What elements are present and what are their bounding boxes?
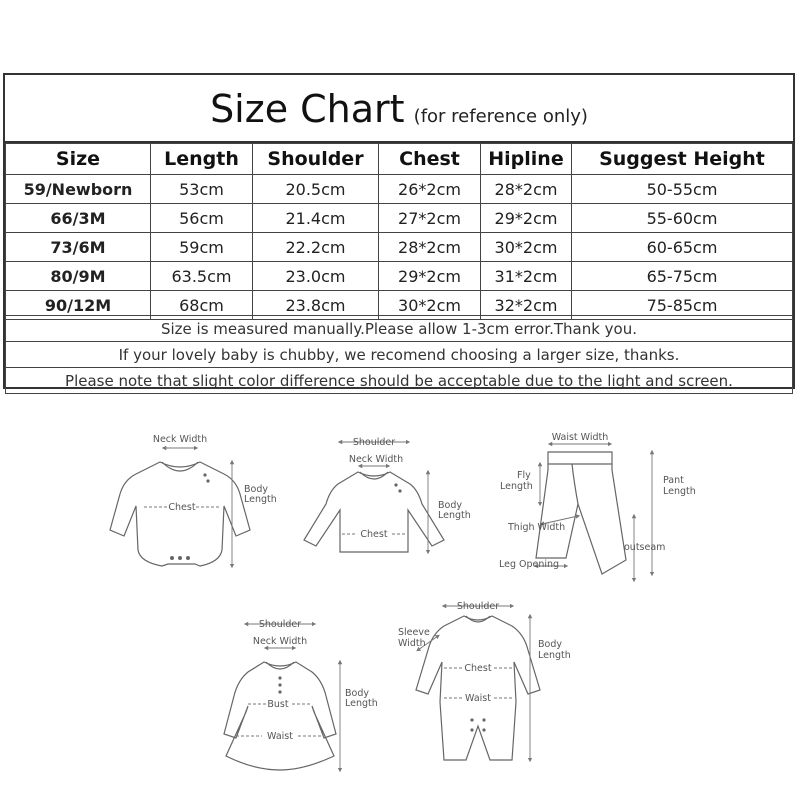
- table-row: [6, 233, 793, 262]
- note-measurement: Size is measured manually.Please allow 1-3cm error.Thank you.: [6, 316, 793, 342]
- shirt-diagram: [304, 437, 471, 552]
- bodysuit-chest-label: Chest: [168, 502, 196, 513]
- bodysuit-body-label: Body: [244, 484, 268, 495]
- cell-chest: 30*2cm: [379, 291, 481, 320]
- shirt-body-label: Body: [438, 500, 462, 511]
- chart-title: Size Chart: [210, 87, 405, 131]
- cell-height: 50-55cm: [572, 175, 793, 204]
- bodysuit-neck-label: Neck Width: [152, 434, 208, 445]
- cell-hipline: 31*2cm: [481, 262, 572, 291]
- bodysuit-outline-icon: [110, 462, 250, 566]
- chart-subtitle: (for reference only): [413, 106, 588, 127]
- measurement-diagrams: [0, 400, 800, 800]
- pants-waist-label: Waist Width: [551, 432, 609, 443]
- cell-chest: 29*2cm: [379, 262, 481, 291]
- header-size: Size: [6, 144, 151, 175]
- cell-size: 73/6M: [6, 233, 151, 262]
- dress-neck-label: Neck Width: [252, 636, 308, 647]
- romper-outline-icon: [416, 616, 540, 760]
- size-chart: [3, 73, 795, 389]
- romper-sleeve-label: Sleeve: [398, 627, 430, 638]
- pants-thigh-label: Thigh Width: [508, 522, 566, 533]
- cell-height: 65-75cm: [572, 262, 793, 291]
- size-table: [5, 143, 793, 320]
- notes-table: [5, 315, 793, 394]
- cell-length: 68cm: [151, 291, 253, 320]
- dress-shoulder-label: Shoulder: [258, 619, 302, 630]
- shirt-outline-icon: [304, 472, 444, 552]
- cell-chest: 27*2cm: [379, 204, 481, 233]
- cell-shoulder: 23.8cm: [253, 291, 379, 320]
- romper-body-label: Body: [538, 639, 562, 650]
- cell-height: 55-60cm: [572, 204, 793, 233]
- bodysuit-length-label: Length: [244, 494, 277, 505]
- pants-outseam-label: outseam: [624, 542, 666, 553]
- cell-hipline: 28*2cm: [481, 175, 572, 204]
- cell-size: 90/12M: [6, 291, 151, 320]
- header-hipline: Hipline: [481, 144, 572, 175]
- dress-length-label: Length: [345, 698, 378, 709]
- cell-shoulder: 22.2cm: [253, 233, 379, 262]
- cell-height: 60-65cm: [572, 233, 793, 262]
- cell-hipline: 32*2cm: [481, 291, 572, 320]
- romper-length-label: Length: [538, 650, 571, 661]
- cell-hipline: 29*2cm: [481, 204, 572, 233]
- romper-waist-label: Waist: [465, 693, 491, 704]
- header-length: Length: [151, 144, 253, 175]
- cell-shoulder: 23.0cm: [253, 262, 379, 291]
- shirt-neck-label: Neck Width: [348, 454, 404, 465]
- cell-height: 75-85cm: [572, 291, 793, 320]
- pants-outline-icon: [536, 452, 626, 574]
- dress-diagram: [224, 619, 378, 770]
- cell-length: 56cm: [151, 204, 253, 233]
- romper-sleeve-width-label: Width: [398, 638, 426, 649]
- cell-size: 59/Newborn: [6, 175, 151, 204]
- table-header-row: [6, 144, 793, 175]
- shirt-chest-label: Chest: [360, 529, 388, 540]
- cell-length: 59cm: [151, 233, 253, 262]
- header-shoulder: Shoulder: [253, 144, 379, 175]
- dress-bust-label: Bust: [267, 699, 289, 710]
- cell-chest: 28*2cm: [379, 233, 481, 262]
- table-row: [6, 262, 793, 291]
- dress-waist-label: Waist: [267, 731, 293, 742]
- pants-diagram: [499, 432, 696, 580]
- cell-length: 63.5cm: [151, 262, 253, 291]
- romper-diagram: [398, 601, 571, 760]
- chart-title-row: [5, 75, 793, 143]
- pants-leg-label: Leg Opening: [499, 559, 560, 570]
- cell-size: 80/9M: [6, 262, 151, 291]
- shirt-length-label: Length: [438, 510, 471, 521]
- cell-size: 66/3M: [6, 204, 151, 233]
- cell-chest: 26*2cm: [379, 175, 481, 204]
- shirt-shoulder-label: Shoulder: [352, 437, 396, 448]
- romper-shoulder-label: Shoulder: [456, 601, 500, 612]
- dress-body-label: Body: [345, 688, 369, 699]
- pants-fly-length-label: Length: [500, 481, 533, 492]
- pants-pant-label: Pant: [663, 475, 684, 486]
- cell-shoulder: 21.4cm: [253, 204, 379, 233]
- note-color: Please note that slight color difference should be acceptable due to the light and screen.: [6, 368, 793, 394]
- pants-pant-length-label: Length: [663, 486, 696, 497]
- romper-chest-label: Chest: [464, 663, 492, 674]
- note-chubby: If your lovely baby is chubby, we recomend choosing a larger size, thanks.: [6, 342, 793, 368]
- pants-fly-label: Fly: [517, 470, 531, 481]
- header-chest: Chest: [379, 144, 481, 175]
- bodysuit-diagram: [110, 434, 277, 566]
- header-suggest-height: Suggest Height: [572, 144, 793, 175]
- table-row: [6, 175, 793, 204]
- cell-length: 53cm: [151, 175, 253, 204]
- cell-hipline: 30*2cm: [481, 233, 572, 262]
- table-row: [6, 204, 793, 233]
- cell-shoulder: 20.5cm: [253, 175, 379, 204]
